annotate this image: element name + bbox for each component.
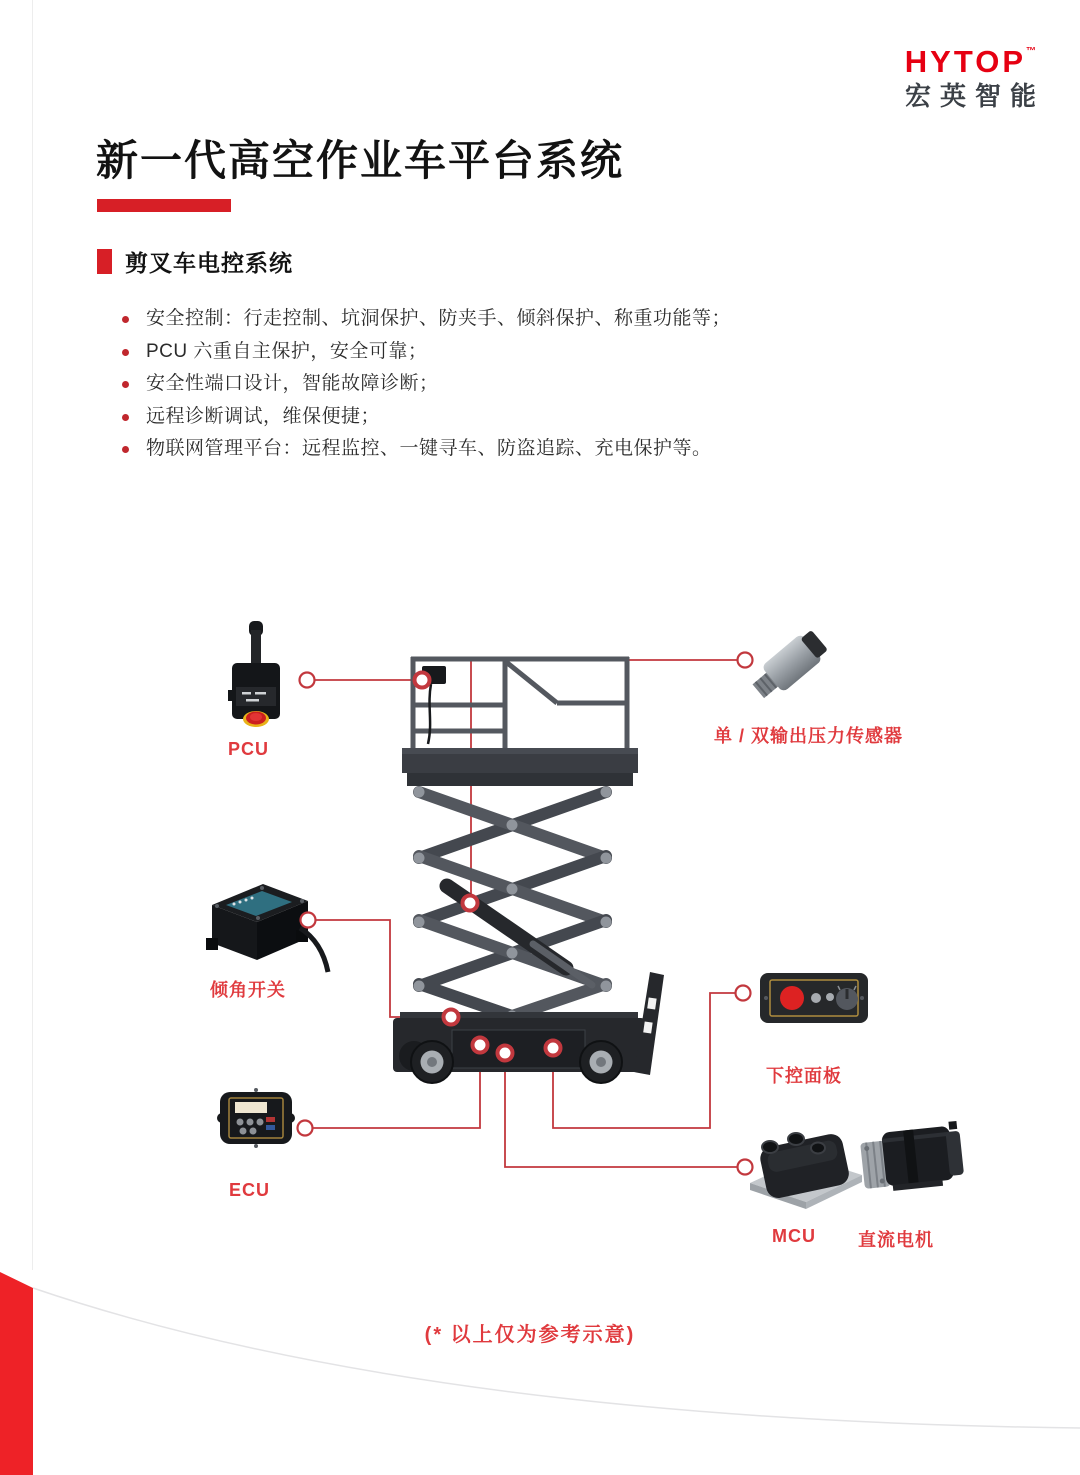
page-curl-line <box>33 1288 1080 1428</box>
feature-item: 远程诊断调试，维保便捷； <box>116 401 731 434</box>
lower-control-panel-label: 下控面板 <box>766 1066 842 1086</box>
dc-motor-image <box>859 1121 965 1194</box>
trademark-symbol: ™ <box>1026 46 1036 57</box>
section-heading-text: 剪叉车电控系统 <box>125 250 293 276</box>
red-corner-bar <box>0 1272 33 1475</box>
feature-item: PCU 六重自主保护，安全可靠； <box>116 336 731 369</box>
callout-circle <box>298 1121 313 1136</box>
pcu-image <box>228 621 280 727</box>
tilt-switch-label: 倾角开关 <box>210 980 286 1000</box>
pressure-sensor-label: 单 / 双输出压力传感器 <box>714 726 904 746</box>
scissor-lift-illustration <box>393 657 664 1083</box>
callout-circle <box>736 986 751 1001</box>
callout-circle <box>473 1038 488 1053</box>
reference-note: (* 以上仅为参考示意) <box>424 1324 636 1346</box>
pcu-label: PCU <box>228 739 270 759</box>
callout-circle <box>498 1046 513 1061</box>
mcu-image <box>750 1132 862 1209</box>
company-name: 宏英智能 <box>904 81 1045 111</box>
feature-item: 物联网管理平台：远程监控、一键寻车、防盗追踪、充电保护等。 <box>116 433 731 466</box>
callout-circle <box>415 673 430 688</box>
callout-circle <box>463 896 478 911</box>
ecu-label: ECU <box>229 1180 271 1200</box>
callout-circle <box>300 673 315 688</box>
brand-text: HYTOP <box>904 44 1026 79</box>
feature-item: 安全控制：行走控制、坑洞保护、防夹手、倾斜保护、称重功能等； <box>116 303 731 336</box>
callout-circle <box>444 1010 459 1025</box>
mcu-label: MCU <box>772 1226 816 1246</box>
feature-item: 安全性端口设计，智能故障诊断； <box>116 368 731 401</box>
callout-circle <box>301 913 316 928</box>
callout-circle <box>738 1160 753 1175</box>
page-title: 新一代高空作业车平台系统 <box>96 137 625 184</box>
lower-control-panel-image <box>760 973 868 1023</box>
pressure-sensor-image <box>747 627 830 704</box>
callout-circle <box>546 1041 561 1056</box>
dc-motor-label: 直流电机 <box>858 1230 934 1250</box>
callout-circle <box>738 653 753 668</box>
callout-circles <box>298 653 753 1175</box>
connector-lines <box>305 660 745 1167</box>
ecu-image <box>217 1088 295 1148</box>
